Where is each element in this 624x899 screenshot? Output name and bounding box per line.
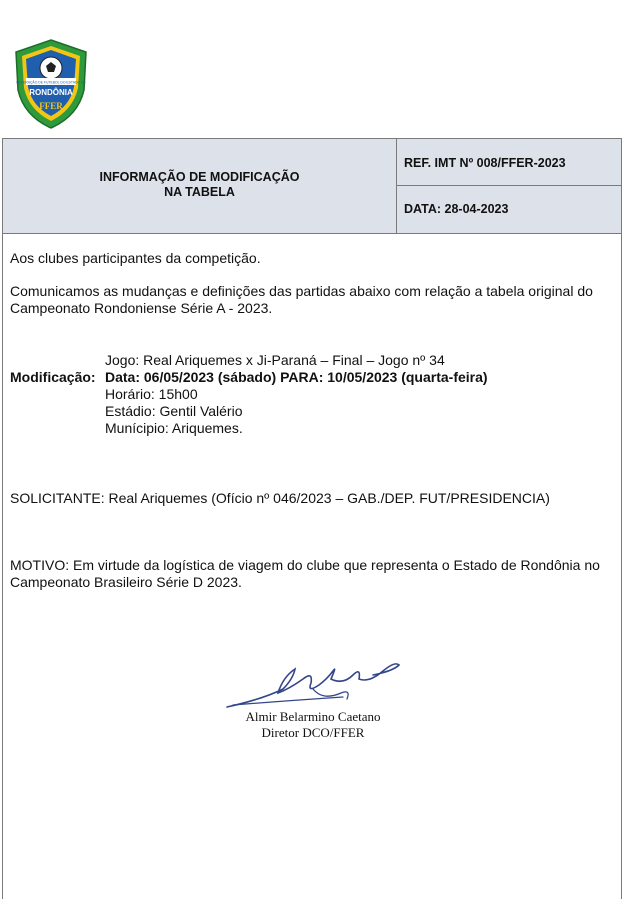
logo-acronym-text: FFER bbox=[39, 101, 63, 111]
modification-game: Jogo: Real Ariquemes x Ji-Paraná – Final – Jogo nº 34 bbox=[105, 352, 445, 368]
document-frame bbox=[2, 138, 622, 899]
solicitante-text: SOLICITANTE: Real Ariquemes (Ofício nº 046/2023 – GAB./DEP. FUT/PRESIDENCIA) bbox=[10, 490, 550, 506]
signatory-role: Diretor DCO/FFER bbox=[261, 725, 365, 740]
modification-stadium: Estádio: Gentil Valério bbox=[105, 403, 243, 419]
header-info-cell bbox=[397, 139, 621, 233]
reference-cell bbox=[397, 139, 621, 186]
header-title-cell bbox=[3, 139, 397, 233]
handwritten-signature bbox=[223, 649, 403, 713]
header-title bbox=[3, 170, 396, 200]
logo-top-text: FEDERAÇÃO DE FUTEBOL DO ESTADO DE bbox=[16, 80, 86, 85]
greeting-text: Aos clubes participantes da competição. bbox=[10, 250, 261, 266]
modification-label: Modificação: bbox=[10, 369, 96, 385]
signatory-name: Almir Belarmino Caetano bbox=[245, 709, 381, 724]
date-cell bbox=[397, 186, 621, 233]
header-title-line1: INFORMAÇÃO DE MODIFICAÇÃO bbox=[99, 170, 300, 184]
document-date: DATA: 28-04-2023 bbox=[404, 202, 509, 216]
logo-state-text: RONDÔNIA bbox=[29, 88, 73, 97]
reference-number: REF. IMT Nº 008/FFER-2023 bbox=[404, 156, 566, 170]
modification-time: Horário: 15h00 bbox=[105, 386, 198, 402]
motivo-text: MOTIVO: Em virtude da logística de viagem do clube que representa o Estado de Rondônia no Campeonato Brasileiro Série D 2023. bbox=[10, 557, 600, 590]
intro-paragraph: Comunicamos as mudanças e definições das partidas abaixo com relação a tabela original do Campeonato Rondoniense Série A - 2023. bbox=[10, 283, 593, 316]
header-title-line2: NA TABELA bbox=[164, 185, 235, 199]
header-table bbox=[3, 139, 621, 234]
modification-city: Munícipio: Ariquemes. bbox=[105, 420, 243, 436]
modification-date-change: Data: 06/05/2023 (sábado) PARA: 10/05/2023 (quarta-feira) bbox=[105, 369, 488, 385]
ffer-logo bbox=[12, 38, 90, 130]
